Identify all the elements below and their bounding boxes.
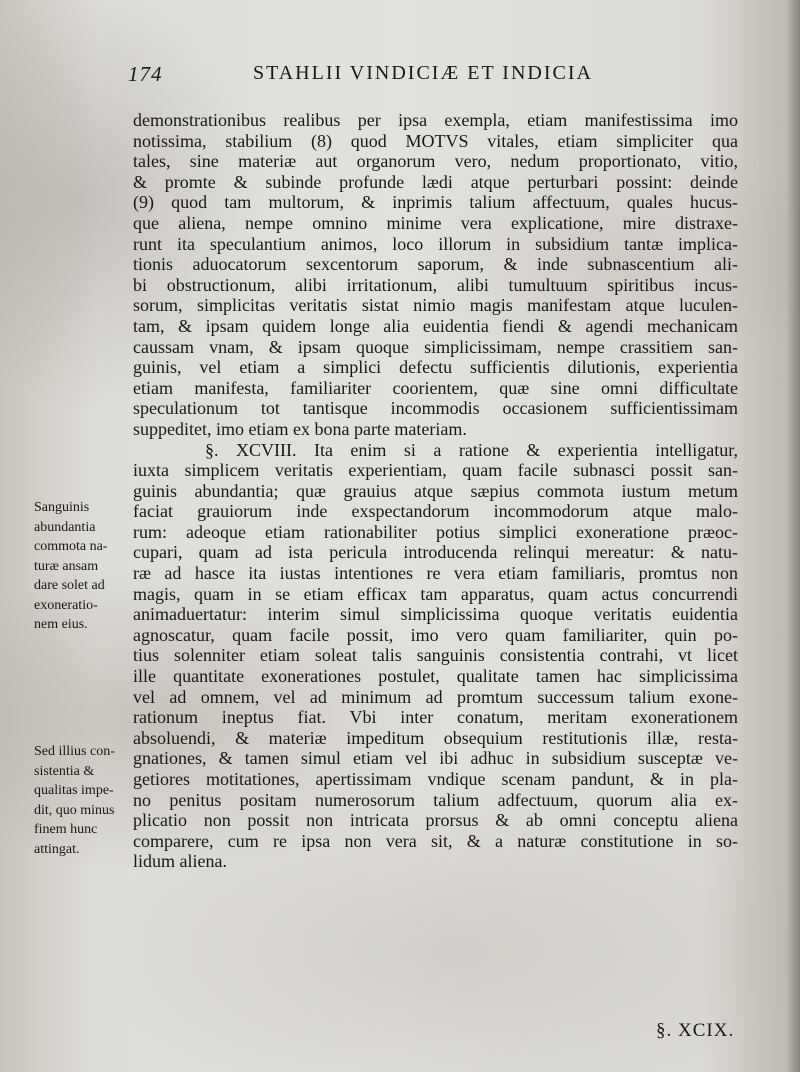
text-line: notissima, stabilium (8) quod MOTVS vitales, etiam simpliciter qua — [133, 130, 738, 151]
text-line: tam, & ipsam quidem longe alia euidentia fiendi & agendi mechanicam — [133, 315, 738, 336]
text-line: ille quantitate exonerationes postulet, qualitate tamen hac simplicissima — [133, 666, 738, 687]
text-line: speculationum tot tantisque incommodis occasionem sufficientissimam — [133, 398, 738, 419]
margin-note-line: Sanguinis — [34, 500, 90, 515]
page-header — [128, 62, 608, 92]
text-line: runt ita speculantium animos, loco illorum in subsidium tantæ implica- — [133, 233, 738, 254]
text-line: (9) quod tam multorum, & inprimis talium affectuum, quales hucus- — [133, 192, 738, 213]
page-edge-shadow — [786, 0, 800, 1072]
margin-note-line: qualitas impe- — [34, 783, 114, 798]
text-line: rum: adeoque etiam rationabiliter potius simplici exoneratione præoc- — [133, 521, 738, 542]
text-line: gnationes, & tamen simul etiam vel ibi adhuc in subsidium susceptæ ve- — [133, 748, 738, 769]
text-line: tionis aduocatorum sexcentorum saporum, & inde subnascentium ali- — [133, 254, 738, 275]
margin-note-line: dare solet ad — [34, 578, 105, 593]
margin-note-line: dit, quo minus — [34, 802, 115, 818]
text-line: demonstrationibus realibus per ipsa exempla, etiam manifestissima imo — [133, 110, 738, 130]
text-line: cupari, quam ad ista pericula introducenda relinqui mereatur: & natu- — [133, 542, 738, 563]
text-line: plicatio non possit non intricata prorsus & ab omni conceptu aliena — [133, 810, 738, 831]
section-heading-line: §. XCVIII. Ita enim si a ratione & experientia intelligatur, — [205, 439, 738, 460]
margin-note-sed-illius — [34, 742, 130, 859]
margin-note-line: exoneratio- — [34, 597, 98, 613]
page-number: 174 — [128, 62, 163, 86]
text-line: absoluendi, & materiæ impeditum obsequium restitutionis illæ, resta- — [133, 727, 738, 748]
text-line: tales, sine materiæ aut organorum vero, nedum proportionato, vitio, — [133, 151, 738, 172]
text-line: suppeditet, imo etiam ex bona parte materiam. — [133, 418, 467, 439]
text-line: agnoscatur, quam facile possit, imo vero quam familiariter, quin po- — [133, 624, 738, 645]
text-line: sorum, simplicitas veritatis sistat nimio magis manifestam atque luculen- — [133, 295, 738, 316]
margin-note-line: attingat. — [34, 841, 80, 857]
text-line: faciat grauiorum inde exspectandorum incommodorum atque malo- — [133, 501, 738, 522]
text-line: bi obstructionum, alibi irritationum, alibi tumultuum spiritibus incus- — [133, 274, 738, 295]
text-line: tius solenniter etiam soleat talis sanguinis consistentia contrahi, vt licet — [133, 645, 738, 666]
catchword: §. XCIX. — [656, 1020, 735, 1041]
margin-note-line: sistentia & — [34, 763, 95, 779]
text-line: guinis abundantia; quæ grauius atque sæpius commota iustum metum — [133, 480, 738, 501]
text-line: que aliena, nempe omnino minime vera explicatione, mire distraxe- — [133, 212, 738, 233]
text-line: animaduertatur: interim simul simplicissima quoque veritatis euidentia — [133, 604, 738, 625]
main-text-block — [133, 110, 738, 872]
margin-note-line: Sed illius con- — [34, 744, 115, 759]
text-line: getiores motitationes, apertissimam vndique scenam pandunt, & in pla- — [133, 769, 738, 789]
running-title: STAHLII VINDICIÆ ET INDICIA — [253, 62, 593, 84]
text-line: guinis, vel etiam a simplici defectu sufficientis dilutionis, experientia — [133, 357, 738, 378]
margin-note-line: finem hunc — [34, 822, 98, 837]
margin-note-line: commota na- — [34, 539, 108, 554]
text-line: vel ad omnem, vel ad minimum ad promtum successum talium exone- — [133, 686, 738, 707]
margin-note-line: abundantia — [34, 519, 96, 535]
text-line: ræ ad hasce ita iustas intentiones re vera etiam familiaris, promtus non — [133, 563, 738, 584]
text-line: comparere, cum re ipsa non vera sit, & a naturæ constitutione in so- — [133, 830, 738, 851]
text-line: lidum aliena. — [133, 851, 227, 872]
margin-note-line: nem eius. — [34, 617, 88, 632]
text-line: caussam vnam, & ipsam quoque simplicissimam, nempe crassitiem san- — [133, 336, 738, 357]
text-line: no penitus positam numerosorum talium adfectuum, quorum alia ex- — [133, 789, 738, 810]
text-line: & promte & subinde profunde lædi atque perturbari possint: deinde — [133, 171, 738, 192]
text-line: magis, quam in se etiam efficax tam apparatus, quam actus concurrendi — [133, 583, 738, 604]
text-line: etiam manifesta, familiariter coorientem, quæ sine omni difficultate — [133, 377, 738, 398]
text-line: rationum ineptus fiat. Vbi inter conatum, meritam exonerationem — [133, 707, 738, 728]
text-line: iuxta simplicem veritatis experientiam, quam facile subnasci possit san- — [133, 460, 738, 481]
margin-note-sanguinis — [34, 498, 130, 635]
margin-note-line: turæ ansam — [34, 558, 99, 574]
